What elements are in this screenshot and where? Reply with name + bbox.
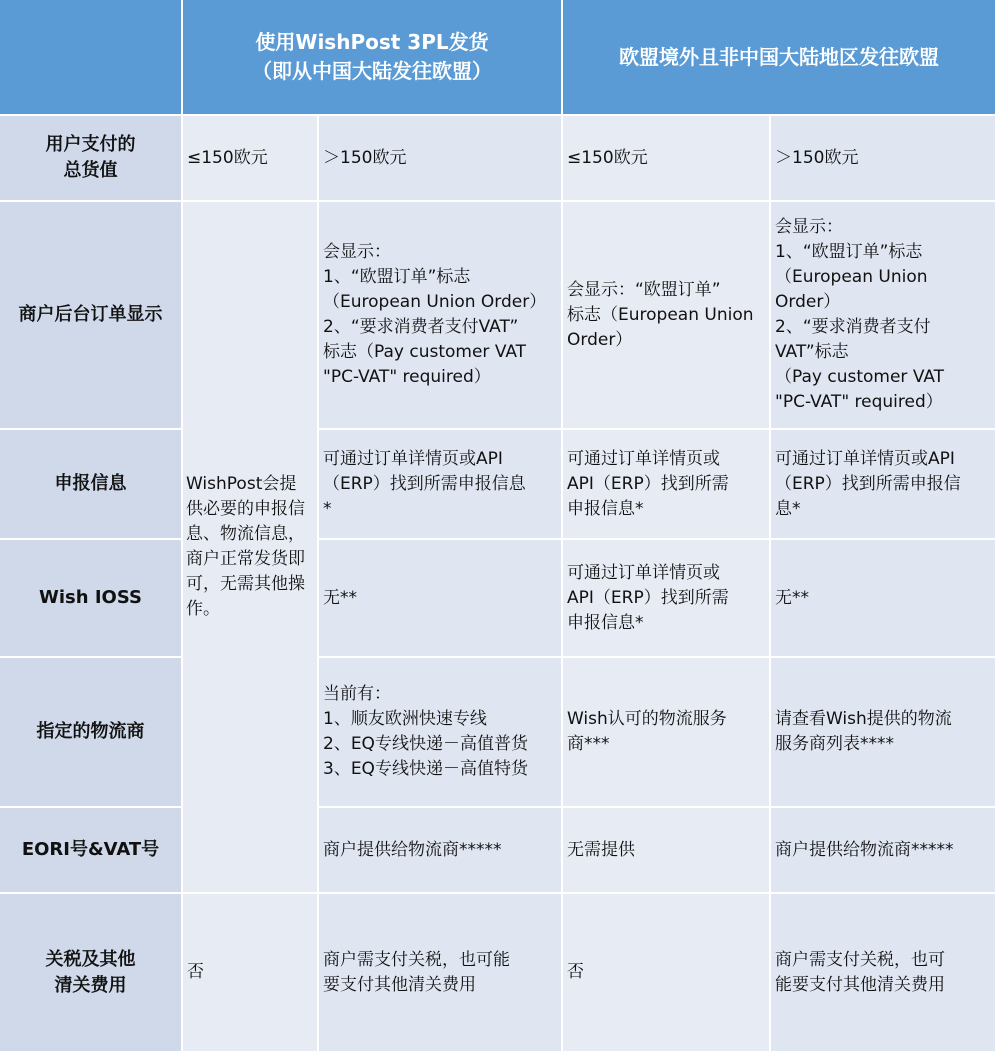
- row-label-backend-display: 商户后台订单显示: [0, 202, 183, 430]
- cell-declaration-c4: 可通过订单详情页或API （ERP）找到所需申报信 息*: [771, 430, 997, 540]
- cell-backend-display-c4: 会显示： 1、“欧盟订单”标志 （European Union Order） 2、“要求消费者支付 VAT”标志 （Pay customer VAT "PC-VAT" required）: [771, 202, 997, 430]
- cell-total-value-c2: ＞150欧元: [319, 116, 563, 202]
- row-label-duties: 关税及其他 清关费用: [0, 894, 183, 1053]
- cell-total-value-c4: ＞150欧元: [771, 116, 997, 202]
- cell-wish-ioss-c4: 无**: [771, 540, 997, 658]
- cell-carrier-c4: 请查看Wish提供的物流 服务商列表****: [771, 658, 997, 808]
- cell-backend-display-c2: 会显示： 1、“欧盟订单”标志 （European Union Order） 2、“要求消费者支付VAT” 标志（Pay customer VAT "PC-VAT" required）: [319, 202, 563, 430]
- row-label-wish-ioss: Wish IOSS: [0, 540, 183, 658]
- row-label-total-value: 用户支付的 总货值: [0, 116, 183, 202]
- cell-duties-c3: 否: [563, 894, 771, 1053]
- cell-wish-ioss-c2: 无**: [319, 540, 563, 658]
- cell-wishpost-merged: WishPost会提供必要的申报信息、物流信息，商户正常发货即可，无需其他操作。: [183, 202, 319, 894]
- cell-total-value-c3: ≤150欧元: [563, 116, 771, 202]
- cell-carrier-c2: 当前有： 1、顺友欧洲快速专线 2、EQ专线快递－高值普货 3、EQ专线快递－高值特货: [319, 658, 563, 808]
- cell-carrier-c3: Wish认可的物流服务 商***: [563, 658, 771, 808]
- cell-total-value-c1: ≤150欧元: [183, 116, 319, 202]
- row-label-carrier: 指定的物流商: [0, 658, 183, 808]
- row-label-declaration: 申报信息: [0, 430, 183, 540]
- cell-wish-ioss-c3: 可通过订单详情页或 API（ERP）找到所需 申报信息*: [563, 540, 771, 658]
- header-corner: [0, 0, 183, 116]
- row-label-eori-vat: EORI号&VAT号: [0, 808, 183, 894]
- cell-eori-vat-c4: 商户提供给物流商*****: [771, 808, 997, 894]
- cell-duties-c2: 商户需支付关税，也可能 要支付其他清关费用: [319, 894, 563, 1053]
- cell-declaration-c2: 可通过订单详情页或API （ERP）找到所需申报信息 *: [319, 430, 563, 540]
- cell-eori-vat-c2: 商户提供给物流商*****: [319, 808, 563, 894]
- header-wishpost-3pl: 使用WishPost 3PL发货 （即从中国大陆发往欧盟）: [183, 0, 563, 116]
- cell-duties-c1: 否: [183, 894, 319, 1053]
- header-non-china-to-eu: 欧盟境外且非中国大陆地区发往欧盟: [563, 0, 997, 116]
- cell-declaration-c3: 可通过订单详情页或 API（ERP）找到所需 申报信息*: [563, 430, 771, 540]
- cell-duties-c4: 商户需支付关税，也可 能要支付其他清关费用: [771, 894, 997, 1053]
- cell-backend-display-c3: 会显示：“欧盟订单” 标志（European Union Order）: [563, 202, 771, 430]
- cell-eori-vat-c3: 无需提供: [563, 808, 771, 894]
